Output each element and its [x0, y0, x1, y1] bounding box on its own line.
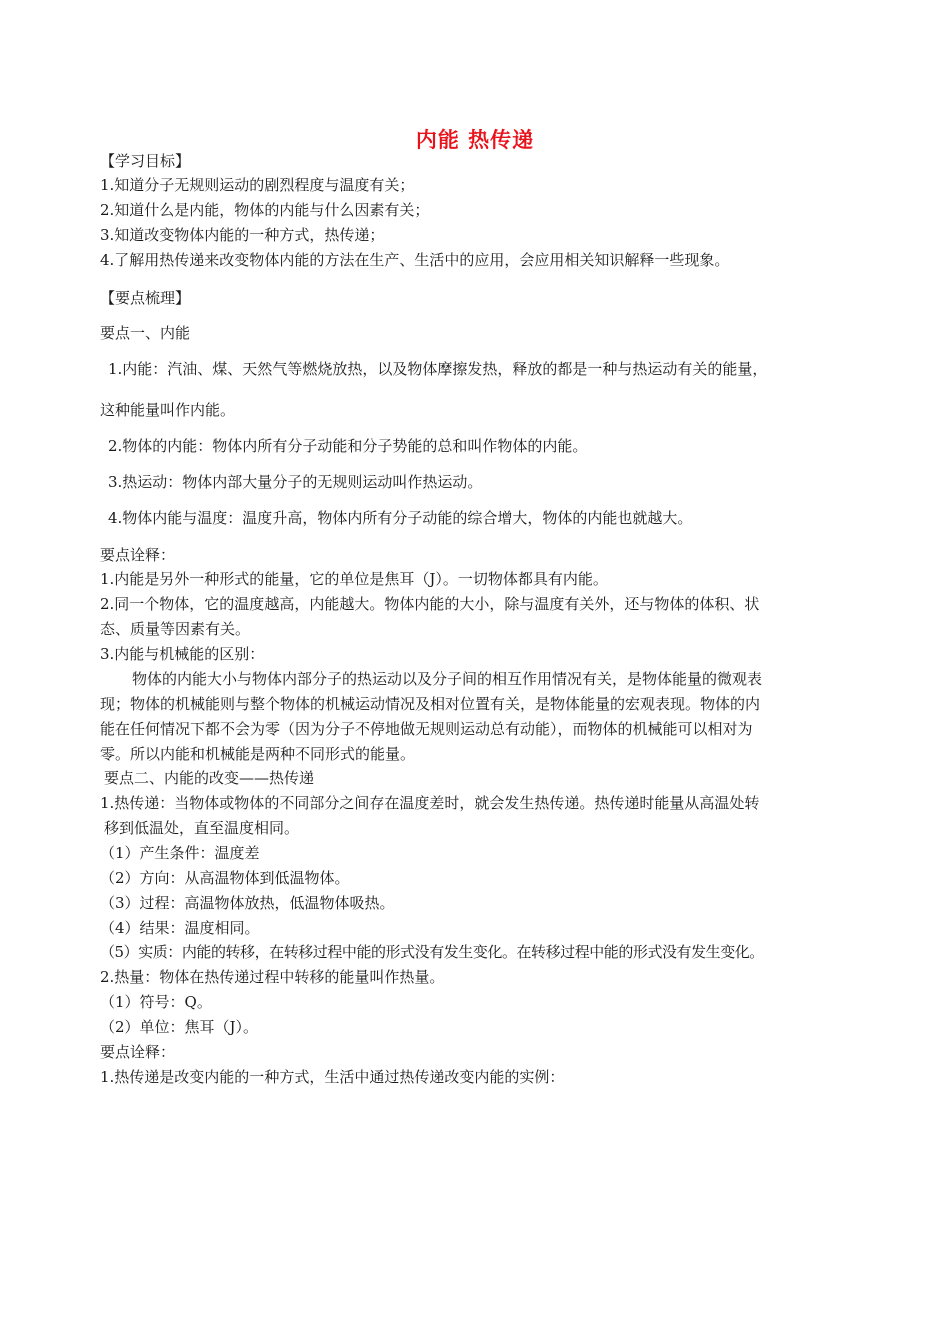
point1-note-paragraph: 零。所以内能和机械能是两种不同形式的能量。 [100, 745, 416, 763]
point2-heading: 要点二、内能的改变——热传递 [104, 769, 315, 787]
point2-item: 1.热传递：当物体或物体的不同部分之间存在温度差时，就会发生热传递。热传递时能量从高温处转 [100, 794, 760, 812]
point1-item: 4.物体内能与温度：温度升高，物体内所有分子动能的综合增大，物体的内能也就越大。 [108, 509, 693, 527]
objective-item: 2.知道什么是内能，物体的内能与什么因素有关； [100, 201, 430, 219]
point2-subitem: （5）实质：内能的转移，在转移过程中能的形式没有发生变化。在转移过程中能的形式没有发生变化。 [100, 943, 764, 961]
point1-item: 3.热运动：物体内部大量分子的无规则运动叫作热运动。 [108, 473, 483, 491]
point2-note: 1.热传递是改变内能的一种方式，生活中通过热传递改变内能的实例： [100, 1068, 565, 1086]
point2-subitem: （3）过程：高温物体放热，低温物体吸热。 [100, 894, 395, 912]
point1-note: 3.内能与机械能的区别： [100, 645, 265, 663]
point2-notes-heading: 要点诠释： [100, 1043, 176, 1061]
point2-subitem: （4）结果：温度相同。 [100, 919, 260, 937]
objective-item: 3.知道改变物体内能的一种方式，热传递； [100, 226, 385, 244]
objective-item: 1.知道分子无规则运动的剧烈程度与温度有关； [100, 176, 415, 194]
point1-note-paragraph: 物体的内能大小与物体内部分子的热运动以及分子间的相互作用情况有关，是物体能量的微观表 [132, 670, 763, 688]
point2-item: 2.热量：物体在热传递过程中转移的能量叫作热量。 [100, 968, 445, 986]
point1-item-continued: 这种能量叫作内能。 [100, 401, 236, 419]
point1-heading: 要点一、内能 [100, 324, 191, 342]
point1-note-continued: 态、质量等因素有关。 [100, 620, 251, 638]
point2-item-continued: 移到低温处，直至温度相同。 [104, 819, 300, 837]
point1-note: 2.同一个物体，它的温度越高，内能越大。物体内能的大小，除与温度有关外，还与物体的体积、状 [100, 595, 760, 613]
summary-heading: 【要点梳理】 [100, 289, 191, 307]
point1-notes-heading: 要点诠释： [100, 546, 176, 564]
point2-subitem: （1）产生条件：温度差 [100, 844, 260, 862]
point1-note-paragraph: 能在任何情况下都不会为零（因为分子不停地做无规则运动总有动能），而物体的机械能可以相对为 [100, 720, 753, 738]
objective-item: 4.了解用热传递来改变物体内能的方法在生产、生活中的应用，会应用相关知识解释一些现象。 [100, 251, 730, 269]
point1-note: 1.内能是另外一种形式的能量，它的单位是焦耳（J）。一切物体都具有内能。 [100, 570, 608, 588]
objectives-heading: 【学习目标】 [100, 152, 191, 170]
point2-subitem: （2）单位：焦耳（J）。 [100, 1018, 259, 1036]
point1-item: 2.物体的内能：物体内所有分子动能和分子势能的总和叫作物体的内能。 [108, 437, 588, 455]
point2-subitem: （1）符号：Q。 [100, 993, 212, 1011]
point1-note-paragraph: 现；物体的机械能则与整个物体的机械运动情况及相对位置有关，是物体能量的宏观表现。物体的内 [100, 695, 761, 713]
point2-subitem: （2）方向：从高温物体到低温物体。 [100, 869, 350, 887]
point1-item: 1.内能：汽油、煤、天然气等燃烧放热，以及物体摩擦发热，释放的都是一种与热运动有关的能量， [108, 360, 768, 378]
page-title: 内能 热传递 [415, 128, 535, 152]
